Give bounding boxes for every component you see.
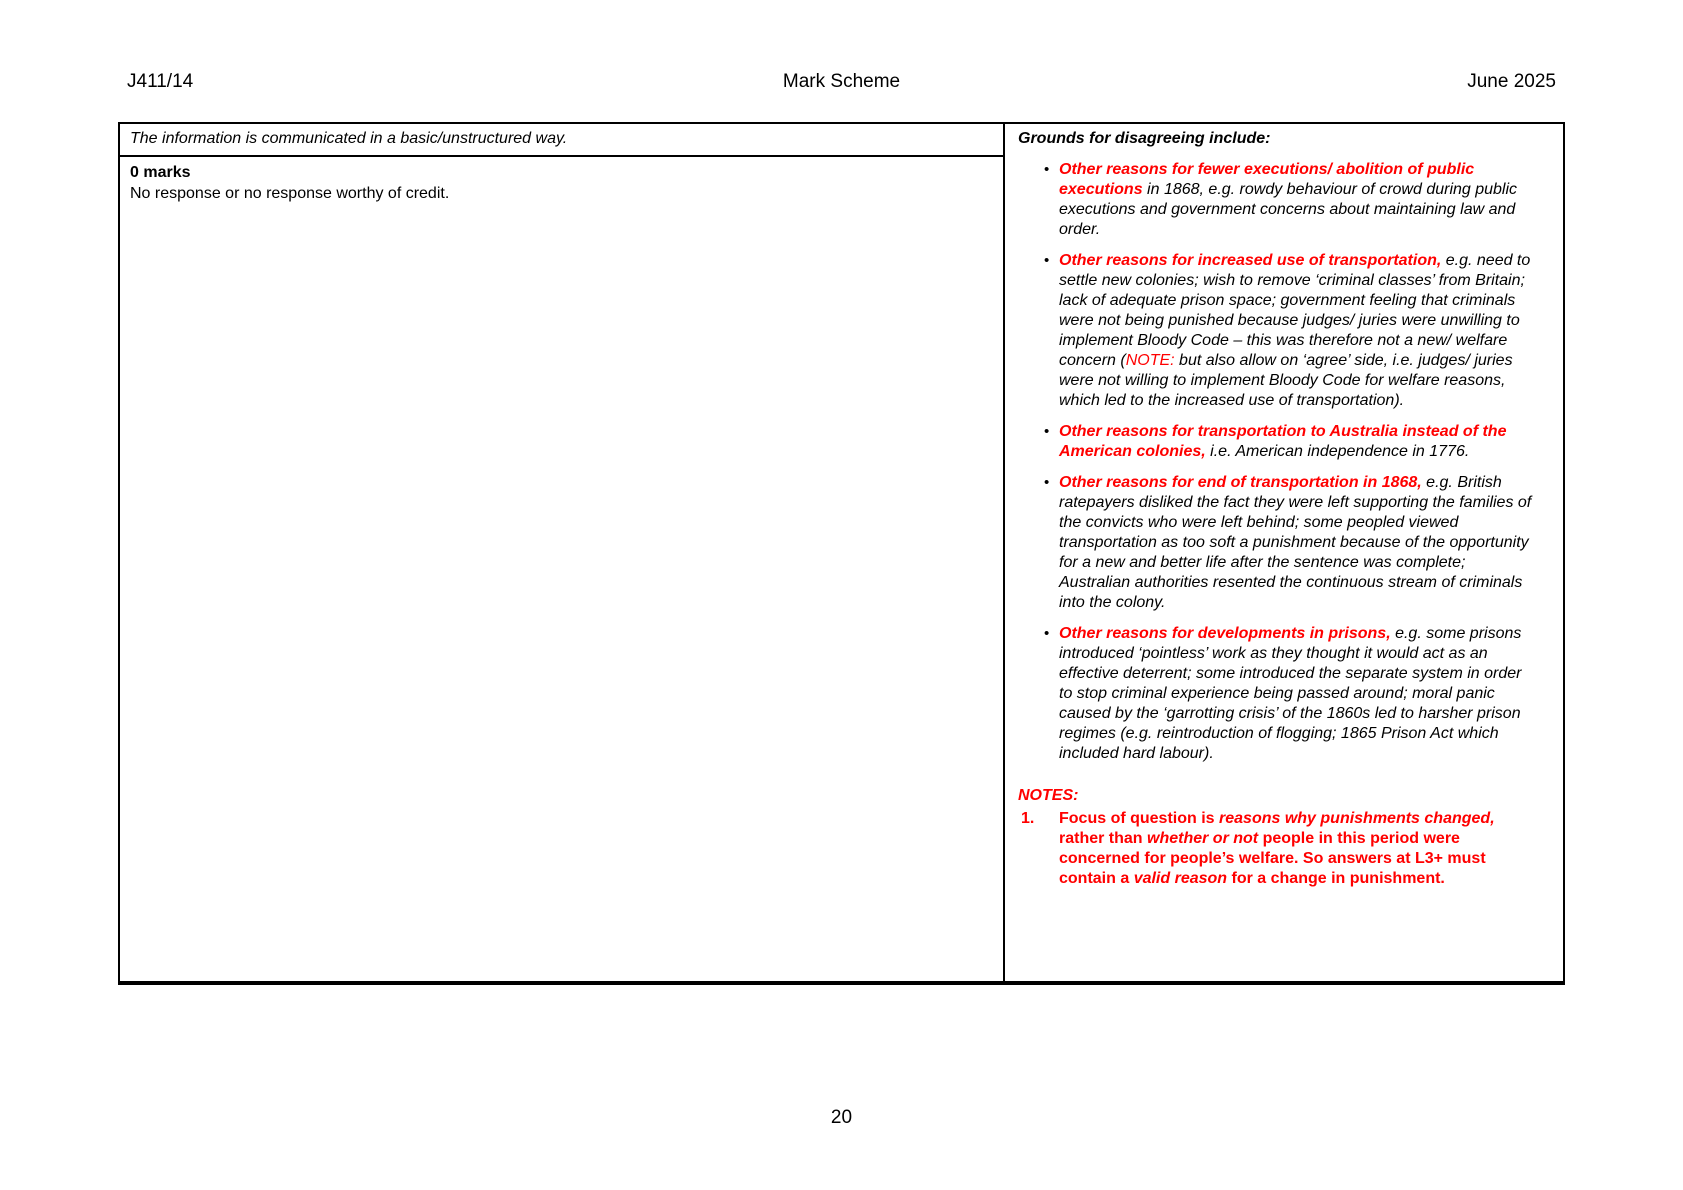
text-segment: in 1868, e.g. rowdy behaviour of crowd during public executions and government concerns about maintaining law and order.	[1059, 181, 1518, 238]
text-segment: NOTE:	[1125, 352, 1175, 369]
marks-label: 0 marks	[130, 164, 191, 181]
text-segment: but also allow on ‘agree’ side, i.e. judges/ juries were not willing to implement Bloody Code for welfare reasons, which led to the increased use of transportation).	[1059, 352, 1513, 409]
notes-block	[1018, 786, 1539, 889]
bullet-item	[1018, 251, 1539, 411]
notes-heading: NOTES:	[1018, 787, 1079, 804]
notes-list	[1018, 809, 1539, 889]
page-header	[127, 70, 1556, 94]
bullet-icon: •	[1044, 252, 1050, 269]
marks-column	[120, 124, 1005, 981]
bullet-item	[1018, 160, 1539, 240]
text-segment: whether or not	[1147, 830, 1259, 847]
bullet-icon: •	[1044, 625, 1050, 642]
marks-description: No response or no response worthy of credit.	[130, 185, 450, 202]
bullet-item	[1018, 624, 1539, 764]
text-segment: i.e. American independence in 1776.	[1205, 443, 1470, 460]
text-segment: Focus of question is	[1059, 810, 1220, 827]
bullet-text	[1059, 624, 1539, 764]
bullet-text	[1059, 473, 1539, 613]
bullet-text	[1059, 160, 1539, 240]
text-segment: Other reasons for transportation to Australia instead of the American colonies,	[1059, 423, 1507, 460]
bullet-item	[1018, 422, 1539, 462]
doc-ref: J411/14	[127, 71, 194, 92]
guidance-column	[1005, 124, 1563, 981]
doc-date: June 2025	[1467, 71, 1556, 92]
bullet-list	[1018, 160, 1539, 764]
text-segment: Other reasons for end of transportation in 1868,	[1059, 474, 1422, 491]
text-segment: valid reason	[1133, 870, 1228, 887]
text-segment: reasons why punishments changed,	[1219, 810, 1495, 827]
text-segment: Other reasons for developments in prisons,	[1059, 625, 1391, 642]
page-number: 20	[830, 1107, 853, 1128]
text-segment: people in this period were concerned for people’s welfare. So answers at L3+ must contain a	[1059, 830, 1486, 887]
grounds-heading: Grounds for disagreeing include:	[1018, 130, 1271, 147]
text-segment: e.g. British ratepayers disliked the fact they were left supporting the families of the convicts who were left behind; some peopled viewed transportation as too soft a punishment because of the opportunity for a new and better life after the sentence was complete; Australian authorities resented the continuous stream of criminals into the colony.	[1059, 474, 1532, 611]
bullet-icon: •	[1044, 474, 1050, 491]
bullet-item	[1018, 473, 1539, 613]
mark-scheme-table	[118, 122, 1565, 985]
level-descriptor-cell	[120, 124, 1003, 157]
text-segment: Other reasons for fewer executions/ abolition of public executions	[1059, 161, 1475, 198]
note-item	[1018, 809, 1539, 889]
note-number: 1.	[1021, 810, 1035, 827]
bullet-icon: •	[1044, 423, 1050, 440]
level-descriptor-text: The information is communicated in a basic/unstructured way.	[130, 130, 568, 147]
bullet-text	[1059, 422, 1539, 462]
text-segment: for a change in punishment.	[1227, 870, 1445, 887]
page-footer	[0, 1107, 1683, 1129]
bullet-icon: •	[1044, 161, 1050, 178]
note-text	[1059, 809, 1539, 889]
text-segment: e.g. need to settle new colonies; wish to remove ‘criminal classes’ from Britain; lack of adequate prison space; government feeling that criminals were not being punished because judges/ juries were unwilling to implement Bloody Code – this was therefore not a new/ welfare concern (	[1059, 252, 1531, 369]
bullet-text	[1059, 251, 1539, 411]
text-segment: e.g. some prisons introduced ‘pointless’ work as they thought it would act as an effective deterrent; some introduced the separate system in order to stop criminal experience being passed around; moral panic caused by the ‘garrotting crisis’ of the 1860s led to harsher prison regimes (e.g. reintroduction of flogging; 1865 Prison Act which included hard labour).	[1059, 625, 1522, 762]
doc-title: Mark Scheme	[782, 71, 901, 92]
zero-marks-cell	[120, 157, 1003, 210]
text-segment: rather than	[1059, 830, 1148, 847]
text-segment: Other reasons for increased use of transportation,	[1059, 252, 1442, 269]
